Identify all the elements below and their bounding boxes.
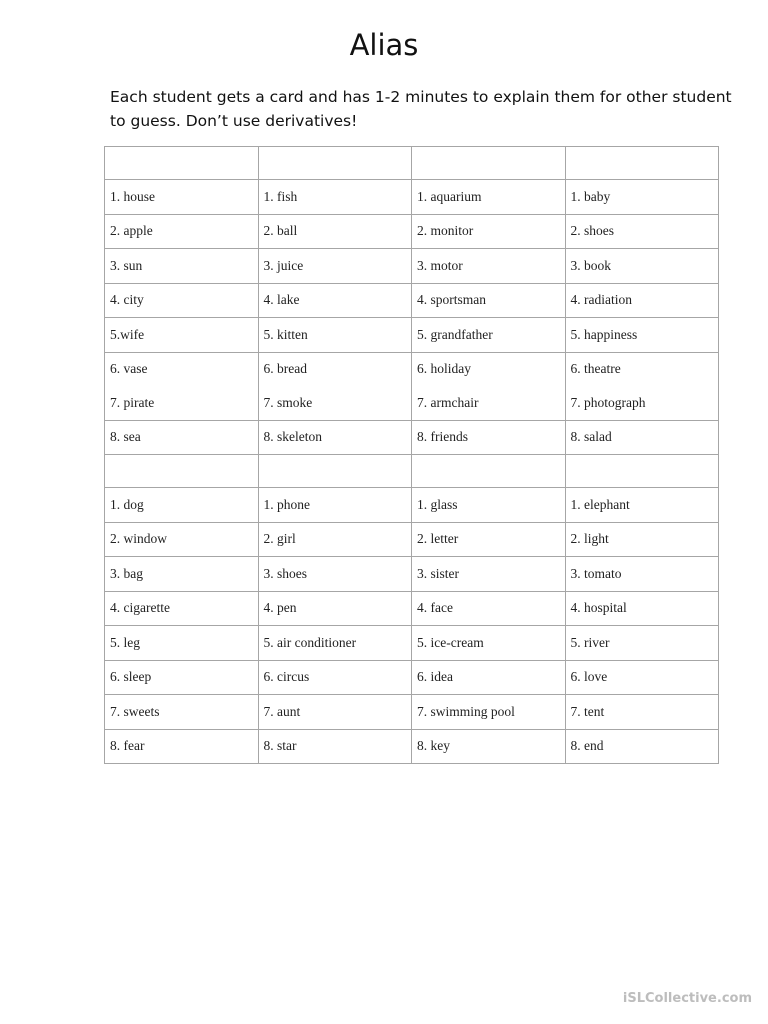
blank-header-cell: [565, 147, 719, 180]
word-row: [105, 557, 719, 592]
word-cell: 4. pen: [258, 591, 412, 626]
word-cell: 7. armchair: [412, 386, 566, 420]
word-cell: 1. baby: [565, 180, 719, 215]
blank-header-cell: [105, 147, 259, 180]
word-row: [105, 318, 719, 353]
word-cell: 8. end: [565, 729, 719, 764]
word-row: [105, 386, 719, 420]
word-row: [105, 420, 719, 455]
word-cell: 1. glass: [412, 488, 566, 523]
blank-header-cell: [412, 455, 566, 488]
word-row: [105, 249, 719, 284]
word-cell: 8. friends: [412, 420, 566, 455]
word-cell: 8. salad: [565, 420, 719, 455]
word-cell: 8. skeleton: [258, 420, 412, 455]
word-cell: 8. key: [412, 729, 566, 764]
word-cell: 2. monitor: [412, 214, 566, 249]
word-row: [105, 626, 719, 661]
word-cell: 4. sportsman: [412, 283, 566, 318]
blank-header-cell: [105, 455, 259, 488]
word-cell: 8. fear: [105, 729, 259, 764]
word-cell: 5. happiness: [565, 318, 719, 353]
word-cell: 3. juice: [258, 249, 412, 284]
blank-header-cell: [258, 455, 412, 488]
word-row: [105, 660, 719, 695]
word-cell: 2. girl: [258, 522, 412, 557]
word-cell: 3. sun: [105, 249, 259, 284]
word-cell: 1. dog: [105, 488, 259, 523]
word-row: [105, 591, 719, 626]
alias-word-table: [104, 146, 719, 764]
word-cell: 4. lake: [258, 283, 412, 318]
page-title: Alias: [349, 28, 419, 62]
word-cell: 3. motor: [412, 249, 566, 284]
word-cell: 2. window: [105, 522, 259, 557]
word-cell: 3. shoes: [258, 557, 412, 592]
word-row: [105, 695, 719, 730]
word-cell: 4. city: [105, 283, 259, 318]
word-cell: 7. swimming pool: [412, 695, 566, 730]
word-cell: 5.wife: [105, 318, 259, 353]
word-cell: 3. tomato: [565, 557, 719, 592]
word-cell: 6. vase: [105, 352, 259, 386]
word-cell: 1. phone: [258, 488, 412, 523]
word-cell: 1. elephant: [565, 488, 719, 523]
word-cell: 6. holiday: [412, 352, 566, 386]
word-cell: 4. cigarette: [105, 591, 259, 626]
word-cell: 5. kitten: [258, 318, 412, 353]
word-row: [105, 729, 719, 764]
word-cell: 5. ice-cream: [412, 626, 566, 661]
word-cell: 5. grandfather: [412, 318, 566, 353]
word-cell: 1. aquarium: [412, 180, 566, 215]
word-cell: 7. pirate: [105, 386, 259, 420]
word-row: [105, 522, 719, 557]
word-cell: 1. house: [105, 180, 259, 215]
word-cell: 4. face: [412, 591, 566, 626]
word-cell: 7. aunt: [258, 695, 412, 730]
word-cell: 5. air conditioner: [258, 626, 412, 661]
watermark-logo: iSLCollective.com: [622, 991, 752, 1006]
word-cell: 6. sleep: [105, 660, 259, 695]
word-cell: 7. photograph: [565, 386, 719, 420]
blank-header-cell: [412, 147, 566, 180]
word-cell: 6. theatre: [565, 352, 719, 386]
word-cell: 8. sea: [105, 420, 259, 455]
word-cell: 4. hospital: [565, 591, 719, 626]
blank-header-cell: [258, 147, 412, 180]
word-cell: 5. leg: [105, 626, 259, 661]
word-cell: 5. river: [565, 626, 719, 661]
word-cell: 4. radiation: [565, 283, 719, 318]
word-row: [105, 488, 719, 523]
word-row: [105, 214, 719, 249]
word-row: [105, 283, 719, 318]
word-cell: 6. bread: [258, 352, 412, 386]
word-cell: 2. letter: [412, 522, 566, 557]
instructions-text: Each student gets a card and has 1-2 minutes to explain them for other student to guess. Don’t use derivatives!: [110, 88, 732, 130]
blank-header-cell: [565, 455, 719, 488]
word-cell: 2. apple: [105, 214, 259, 249]
card-group-header-row: [105, 147, 719, 180]
word-cell: 8. star: [258, 729, 412, 764]
word-cell: 2. shoes: [565, 214, 719, 249]
word-cell: 7. smoke: [258, 386, 412, 420]
word-cell: 7. tent: [565, 695, 719, 730]
word-row: [105, 180, 719, 215]
card-group-header-row: [105, 455, 719, 488]
word-cell: 7. sweets: [105, 695, 259, 730]
word-cell: 3. sister: [412, 557, 566, 592]
word-cell: 6. love: [565, 660, 719, 695]
word-cell: 6. circus: [258, 660, 412, 695]
word-cell: 2. ball: [258, 214, 412, 249]
word-cell: 6. idea: [412, 660, 566, 695]
word-row: [105, 352, 719, 386]
word-cell: 1. fish: [258, 180, 412, 215]
word-cell: 3. bag: [105, 557, 259, 592]
word-cell: 2. light: [565, 522, 719, 557]
word-cell: 3. book: [565, 249, 719, 284]
